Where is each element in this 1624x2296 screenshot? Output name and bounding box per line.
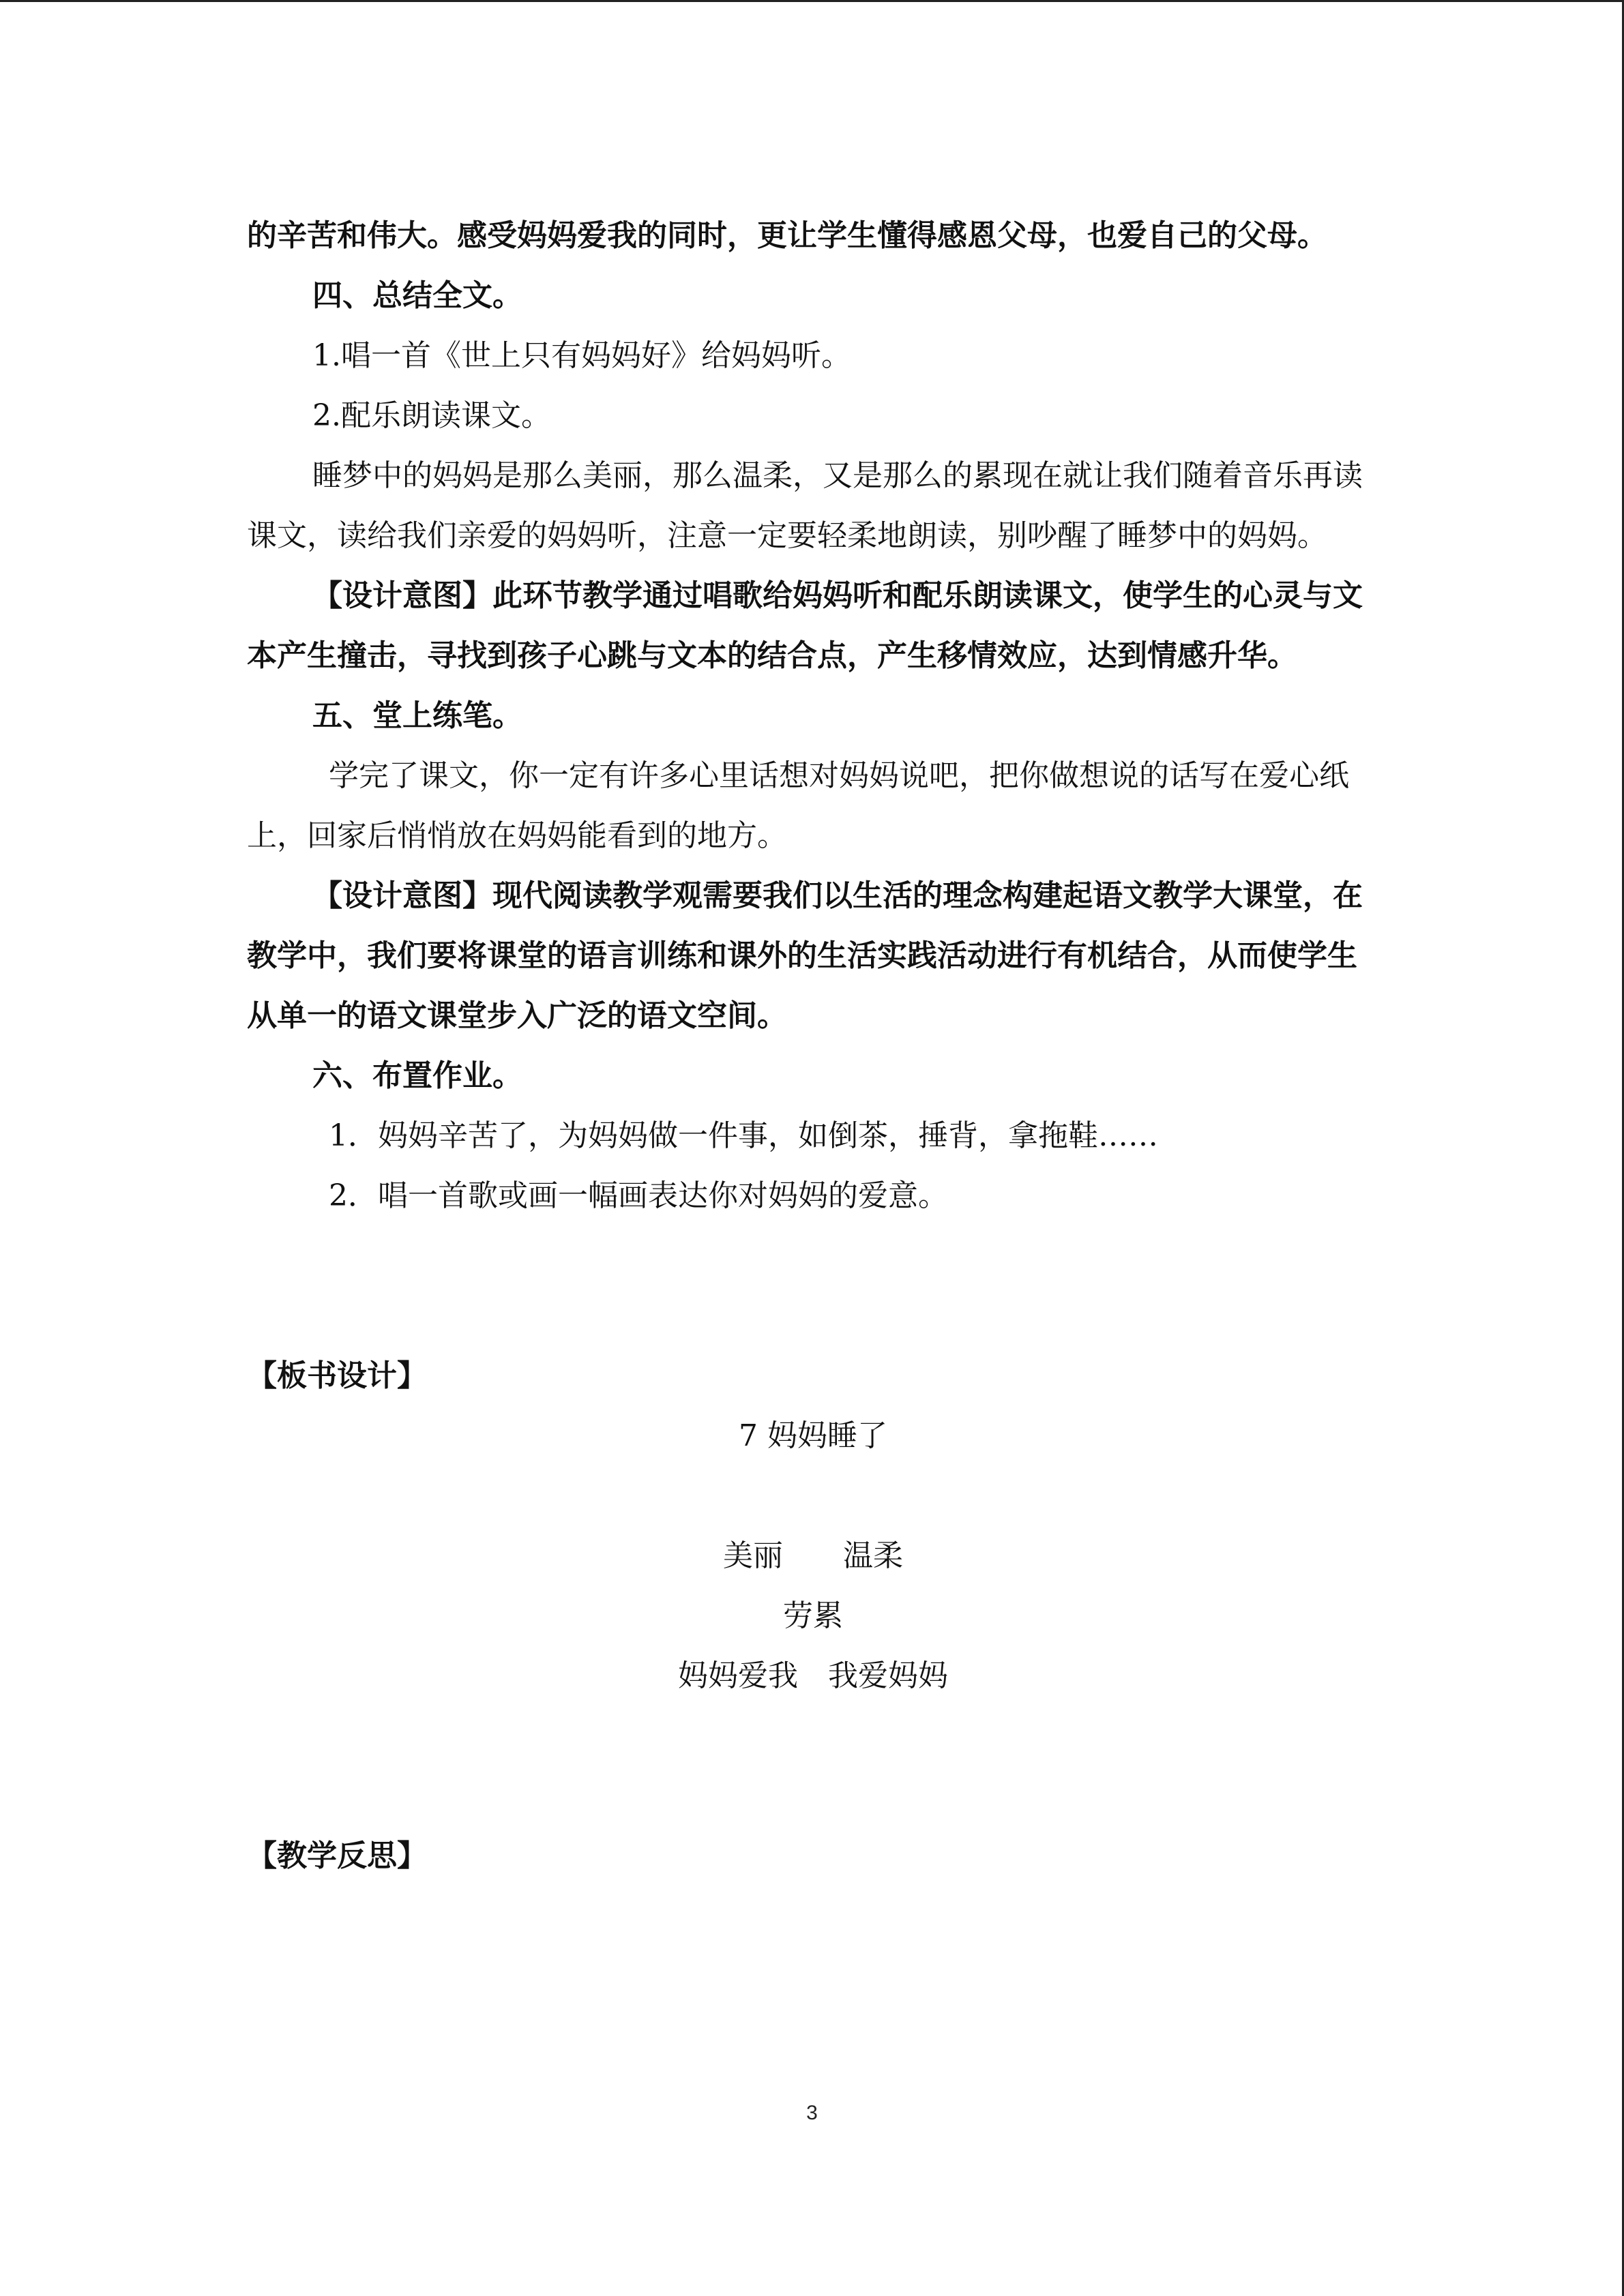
board-design-heading: 【板书设计】 [247, 1358, 427, 1393]
spacer [247, 1706, 1379, 1826]
paragraph-intro: 的辛苦和伟大。感受妈妈爱我的同时，更让学生懂得感恩父母，也爱自己的父母。 [247, 218, 1327, 253]
board-word-beautiful: 美丽 [723, 1538, 783, 1573]
section-six-title: 六、布置作业。 [312, 1058, 522, 1093]
section-five-body: 学完了课文，你一定有许多心里话想对妈妈说吧，把你做想说的话写在爱心纸上，回家后悄悄放在妈妈能看到的地方。 [247, 758, 1349, 853]
board-title: 7 妈妈睡了 [739, 1418, 887, 1453]
board-word-tired: 劳累 [783, 1598, 843, 1633]
page-border-top [0, 0, 1624, 2]
board-phrase-mom-loves-me: 妈妈爱我 [678, 1658, 798, 1693]
spacer [247, 1466, 1379, 1526]
design-intent-2: 【设计意图】现代阅读教学观需要我们以生活的理念构建起语文教学大课堂，在教学中，我们要将课堂的语言训练和课外的生活实践活动进行有机结合，从而使学生从单一的语文课堂步入广泛的语文空间。 [247, 878, 1363, 1033]
section-six-item-1: 1．妈妈辛苦了，为妈妈做一件事，如倒茶，捶背，拿拖鞋…… [329, 1118, 1158, 1153]
page-number: 3 [806, 2102, 818, 2124]
design-intent-1: 【设计意图】此环节教学通过唱歌给妈妈听和配乐朗读课文，使学生的心灵与文本产生撞击，寻找到孩子心跳与文本的结合点，产生移情效应，达到情感升华。 [247, 578, 1363, 673]
section-four-title: 四、总结全文。 [312, 278, 522, 313]
section-five-title: 五、堂上练笔。 [312, 698, 522, 733]
section-four-item-2: 2.配乐朗读课文。 [312, 398, 551, 433]
board-word-gentle: 温柔 [843, 1538, 903, 1573]
section-four-body: 睡梦中的妈妈是那么美丽，那么温柔，又是那么的累现在就让我们随着音乐再读课文，读给我们亲爱的妈妈听，注意一定要轻柔地朗读，别吵醒了睡梦中的妈妈。 [247, 458, 1363, 553]
board-row-1 [247, 1526, 1379, 1586]
document-body [247, 206, 1379, 1886]
board-design [247, 1406, 1379, 1706]
board-phrase-i-love-mom: 我爱妈妈 [828, 1658, 948, 1693]
section-six-item-2: 2．唱一首歌或画一幅画表达你对妈妈的爱意。 [329, 1178, 948, 1213]
board-row-3 [247, 1646, 1379, 1706]
teaching-reflection-heading: 【教学反思】 [247, 1838, 427, 1873]
section-four-item-1: 1.唱一首《世上只有妈妈好》给妈妈听。 [312, 338, 851, 373]
spacer [247, 1226, 1379, 1346]
